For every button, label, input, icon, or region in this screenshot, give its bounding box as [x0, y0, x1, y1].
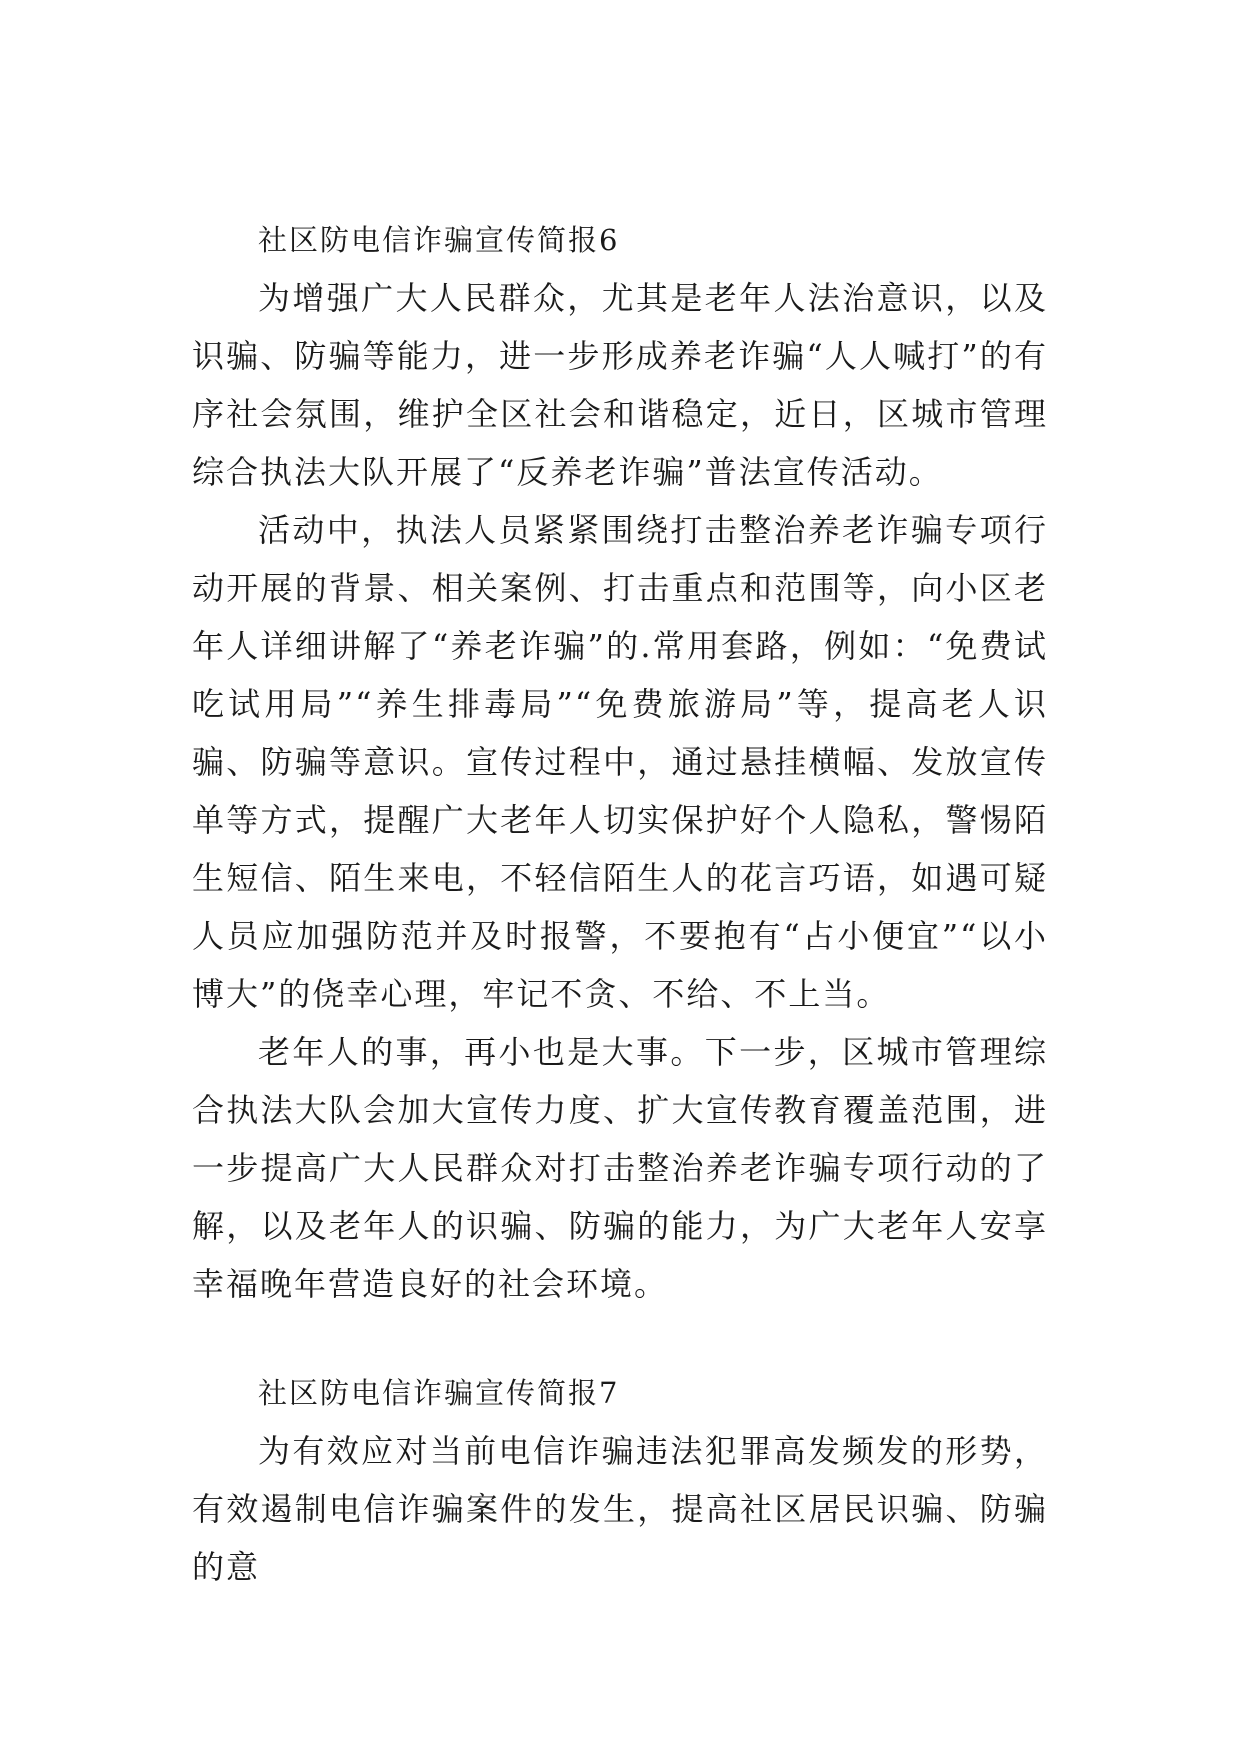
section-heading: 社区防电信诈骗宣传简报7: [258, 1376, 620, 1410]
paragraph: 为增强广大人民群众，尤其是老年人法治意识，以及识骗、防骗等能力，进一步形成养老诈骗“人人喊打”的有序社会氛围，维护全区社会和谐稳定，近日，区城市管理综合执法大队开展了“反养老诈骗”普法宣传活动。: [192, 279, 1048, 491]
document-page: [192, 212, 1048, 1596]
paragraph: 活动中，执法人员紧紧围绕打击整治养老诈骗专项行动开展的背景、相关案例、打击重点和范围等，向小区老年人详细讲解了“养老诈骗”的.常用套路，例如：“免费试吃试用局”“养生排毒局”“免费旅游局”等，提高老人识骗、防骗等意识。宣传过程中，通过悬挂横幅、发放宣传单等方式，提醒广大老年人切实保护好个人隐私，警惕陌生短信、陌生来电，不轻信陌生人的花言巧语，如遇可疑人员应加强防范并及时报警，不要抱有“占小便宜”“以小博大”的侥幸心理，牢记不贪、不给、不上当。: [192, 511, 1048, 1013]
bulletin-section-6: [192, 212, 1048, 1313]
paragraph: 老年人的事，再小也是大事。下一步，区城市管理综合执法大队会加大宣传力度、扩大宣传教育覆盖范围，进一步提高广大人民群众对打击整治养老诈骗专项行动的了解，以及老年人的识骗、防骗的能力，为广大老年人安享幸福晚年营造良好的社会环境。: [192, 1033, 1048, 1303]
bulletin-section-7: [192, 1365, 1048, 1596]
section-heading: 社区防电信诈骗宣传简报6: [258, 223, 620, 257]
paragraph: 为有效应对当前电信诈骗违法犯罪高发频发的形势，有效遏制电信诈骗案件的发生，提高社区居民识骗、防骗的意: [192, 1432, 1048, 1586]
